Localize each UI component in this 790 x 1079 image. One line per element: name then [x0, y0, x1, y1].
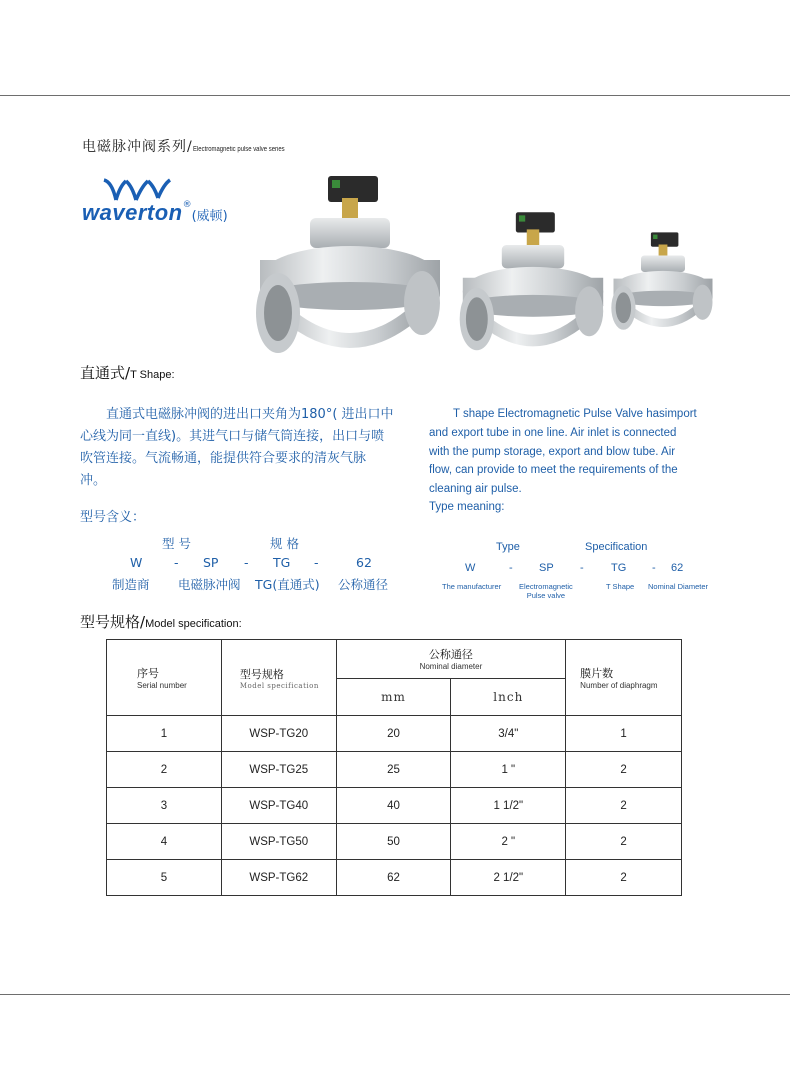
cell-inch: 1 " [451, 752, 566, 788]
cell-mm: 62 [336, 860, 451, 896]
tm-en-code: W [465, 562, 476, 574]
desc-en-line: flow, can provide to meet the requirements of the [429, 464, 678, 477]
tm-zh-type-label: 型 号 [162, 536, 191, 551]
t-shape-desc-en [429, 405, 719, 499]
header-diaphragm-en: Number of diaphragm [580, 681, 658, 690]
top-rule [0, 95, 790, 96]
table-row [107, 824, 682, 860]
cell-inch: 1 1/2" [451, 788, 566, 824]
series-title [82, 136, 301, 156]
cell-serial: 1 [107, 716, 222, 752]
header-mm-label: mm [381, 689, 406, 704]
header-mm [336, 678, 451, 716]
header-nominal-zh: 公称通径 [428, 648, 473, 662]
series-title-zh: 电磁脉冲阀系列/ [82, 139, 193, 155]
cell-mm: 40 [336, 788, 451, 824]
t-shape-title-en: T Shape: [130, 369, 175, 381]
cell-model: WSP-TG50 [221, 824, 336, 860]
tm-zh-meaning: 制造商 [112, 577, 150, 592]
tm-zh-code: 62 [356, 555, 372, 570]
desc-en-line: and export tube in one line. Air inlet is connected [429, 426, 677, 439]
valve-large-icon [256, 176, 440, 353]
table-row [107, 716, 682, 752]
brand-logo [82, 178, 262, 228]
valve-medium-icon [460, 212, 604, 350]
header-inch-label: lnch [493, 689, 524, 704]
cell-diaphragm: 2 [566, 860, 682, 896]
model-spec-table [106, 639, 682, 896]
brand-name: waverton [82, 200, 183, 225]
tm-zh-meaning: 电磁脉冲阀 [178, 577, 241, 592]
tm-zh-code: TG [273, 555, 291, 570]
tm-en-meaning: The manufacturer [442, 582, 502, 591]
desc-zh-line: 直通式电磁脉冲阀的进出口夹角为180°( 进出口中 [106, 407, 394, 422]
tm-zh-code: W [130, 555, 143, 570]
header-serial-zh: 序号 [137, 667, 159, 680]
tm-zh-code: - [244, 555, 249, 570]
table-row [107, 788, 682, 824]
cell-mm: 20 [336, 716, 451, 752]
desc-zh-line: 冲。 [80, 473, 107, 488]
series-title-en: Electromagnetic pulse valve series [192, 146, 285, 153]
model-spec-title-zh: 型号规格/ [80, 613, 146, 631]
header-nominal-en: Nominal diameter [419, 662, 483, 672]
cell-model: WSP-TG20 [221, 716, 336, 752]
cell-serial: 5 [107, 860, 222, 896]
cell-model: WSP-TG25 [221, 752, 336, 788]
tm-en-spec-label: Specification [585, 541, 648, 553]
cell-serial: 2 [107, 752, 222, 788]
desc-zh-line: 吹管连接。气流畅通，能提供符合要求的清灰气脉 [80, 451, 367, 466]
cell-model: WSP-TG40 [221, 788, 336, 824]
cell-inch: 2 1/2" [451, 860, 566, 896]
cell-mm: 50 [336, 824, 451, 860]
desc-en-line: with the pump storage, export and blow tube. Air [429, 445, 676, 458]
tm-zh-code: SP [203, 555, 219, 570]
header-model-en: Model specification [239, 681, 319, 690]
header-model [221, 640, 336, 716]
tm-en-meaning: Electromagnetic Pulse valve [519, 582, 573, 600]
tm-en-code: - [509, 562, 513, 574]
tm-zh-meaning: 公称通径 [338, 577, 389, 592]
bottom-rule [0, 994, 790, 995]
cell-diaphragm: 2 [566, 788, 682, 824]
desc-en-line: T shape Electromagnetic Pulse Valve hasimport [453, 408, 697, 420]
wave-logo-icon [102, 178, 172, 202]
table-row [107, 752, 682, 788]
table-row [107, 860, 682, 896]
t-shape-title [80, 362, 175, 383]
type-meaning-title-en: Type meaning: [429, 501, 505, 513]
tm-zh-spec-label: 规 格 [270, 536, 299, 551]
header-diaphragm [566, 640, 682, 716]
header-model-zh: 型号规格 [239, 667, 284, 681]
tm-zh-meaning: TG(直通式) [255, 577, 320, 592]
cell-inch: 2 " [451, 824, 566, 860]
cell-serial: 3 [107, 788, 222, 824]
tm-en-code: TG [611, 562, 627, 574]
tm-en-type-label: Type [496, 541, 520, 553]
tm-en-meaning: Nominal Diameter [648, 582, 709, 591]
tm-en-code: SP [539, 562, 554, 574]
cell-model: WSP-TG62 [221, 860, 336, 896]
brand-cn-name: (威顿) [191, 209, 228, 224]
valve-small-icon [611, 232, 712, 329]
tm-en-code: - [580, 562, 584, 574]
tm-zh-code: - [174, 555, 179, 570]
t-shape-desc-zh [80, 404, 410, 492]
cell-serial: 4 [107, 824, 222, 860]
t-shape-title-zh: 直通式/ [80, 364, 131, 382]
cell-inch: 3/4" [451, 716, 566, 752]
cell-diaphragm: 2 [566, 752, 682, 788]
model-spec-title-en: Model specification: [145, 618, 242, 630]
registered-mark: ® [182, 200, 192, 210]
valve-product-images [250, 168, 720, 368]
header-diaphragm-zh: 膜片数 [580, 667, 614, 680]
tm-zh-code: - [314, 555, 319, 570]
cell-mm: 25 [336, 752, 451, 788]
model-spec-title [80, 611, 242, 632]
header-serial [107, 640, 222, 716]
type-meaning-title-zh: 型号含义： [80, 510, 146, 525]
header-serial-en: Serial number [137, 681, 187, 690]
tm-en-code: 62 [671, 562, 684, 574]
header-inch [451, 678, 566, 716]
cell-diaphragm: 2 [566, 824, 682, 860]
tm-en-code: - [652, 562, 656, 574]
desc-en-line: cleaning air pulse. [429, 483, 522, 496]
tm-en-meaning: T Shape [606, 582, 635, 591]
desc-zh-line: 心线为同一直线)。其进气口与储气筒连接，出口与喷 [80, 429, 385, 444]
cell-diaphragm: 1 [566, 716, 682, 752]
header-nominal [336, 640, 565, 679]
